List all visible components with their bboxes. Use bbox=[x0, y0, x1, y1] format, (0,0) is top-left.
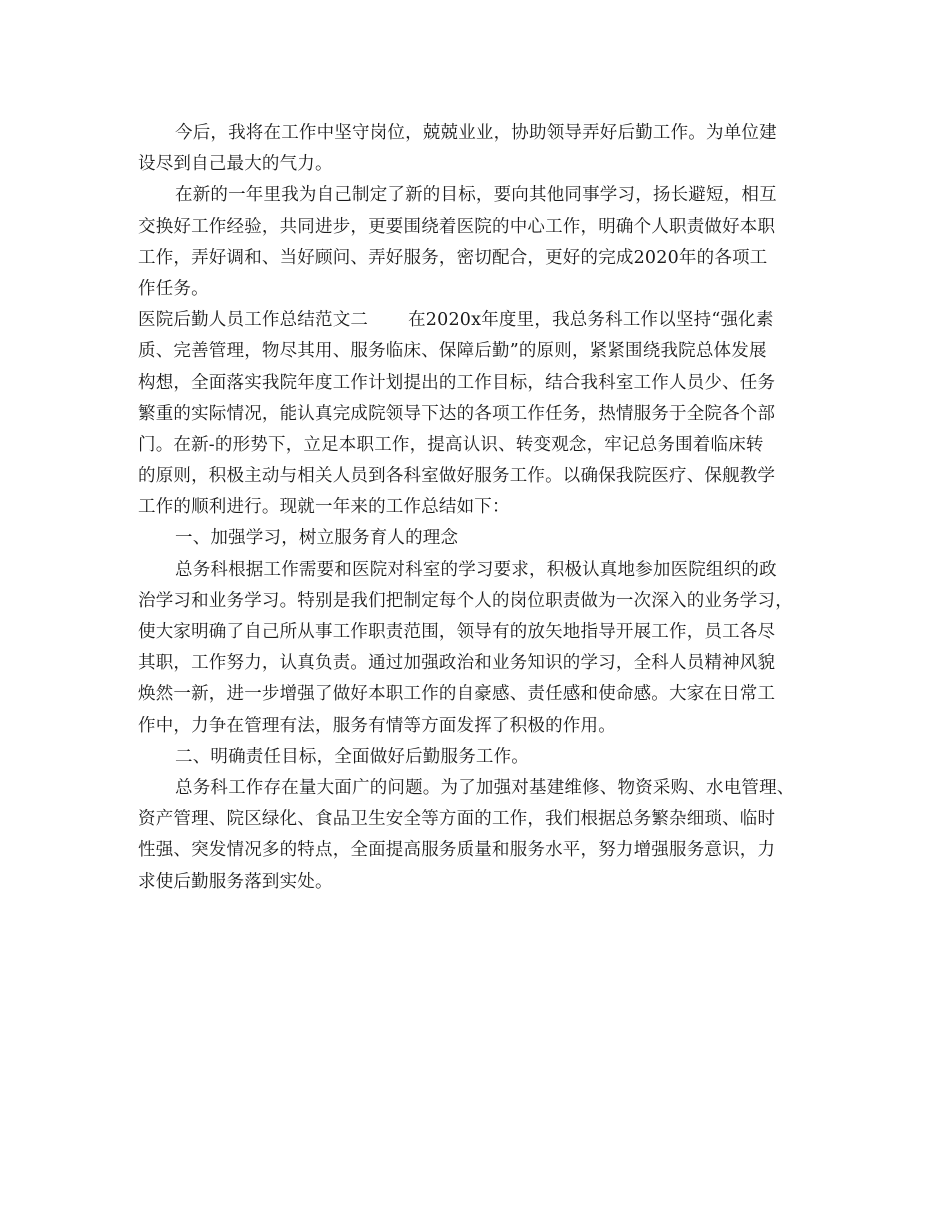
text-line: 构想，全面落实我院年度工作计划提出的工作目标，结合我科室工作人员少、任务 bbox=[138, 372, 776, 393]
heading-line: 一、加强学习，树立服务育人的理念 bbox=[175, 528, 459, 549]
text-line: 工作，弄好调和、当好顾问、弄好服务，密切配合，更好的完成2020年的各项工 bbox=[138, 247, 768, 268]
text-line: 交换好工作经验，共同进步，更要围绕着医院的中心工作，明确个人职责做好本职 bbox=[138, 216, 776, 237]
text-line: 焕然一新，进一步增强了做好本职工作的自豪感、责任感和使命感。大家在日常工 bbox=[138, 684, 776, 705]
document-body bbox=[138, 118, 810, 898]
text-line: 设尽到自己最大的气力。 bbox=[138, 154, 333, 175]
text-line: 今后，我将在工作中坚守岗位，兢兢业业，协助领导弄好后勤工作。为单位建 bbox=[175, 123, 777, 143]
text-line: 工作的顺利进行。现就一年来的工作总结如下： bbox=[138, 497, 510, 518]
text-line: 治学习和业务学习。特别是我们把制定每个人的岗位职责做为一次深入的业务学习， bbox=[138, 590, 793, 611]
text-line: 总务科根据工作需要和医院对科室的学习要求，积极认真地参加医院组织的政 bbox=[175, 559, 777, 580]
text-line-continuation: 在2020x年度里，我总务科工作以坚持“强化素 bbox=[408, 310, 774, 331]
text-line: 作中，力争在管理有法，服务有情等方面发挥了积极的作用。 bbox=[138, 715, 616, 736]
text-line: 总务科工作存在量大面广的问题。为了加强对基建维修、物资采购、水电管理、 bbox=[175, 777, 795, 798]
text-line: 作任务。 bbox=[138, 278, 209, 299]
article-title: 医院后勤人员工作总结范文二 bbox=[138, 310, 369, 331]
heading-line: 二、明确责任目标，全面做好后勤服务工作。 bbox=[175, 746, 529, 767]
text-line: 使大家明确了自己所从事工作职责范围，领导有的放矢地指导开展工作，员工各尽 bbox=[138, 622, 776, 642]
text-line: 资产管理、院区绿化、食品卫生安全等方面的工作，我们根据总务繁杂细琐、临时 bbox=[138, 809, 776, 830]
text-line: 在新的一年里我为自己制定了新的目标，要向其他同事学习，扬长避短，相互 bbox=[175, 185, 777, 206]
section-title-line bbox=[138, 305, 810, 336]
text-line: 门。在新-的形势下，立足本职工作，提高认识、转变观念，牢记总务围着临床转 bbox=[138, 434, 764, 455]
text-line: 求使后勤服务落到实处。 bbox=[138, 871, 333, 892]
text-line: 质、完善管理，物尽其用、服务临床、保障后勤”的原则，紧紧围绕我院总体发展 bbox=[138, 341, 767, 362]
text-line: 繁重的实际情况，能认真完成院领导下达的各项工作任务，热情服务于全院各个部 bbox=[138, 403, 776, 424]
text-line: 其职，工作努力，认真负责。通过加强政治和业务知识的学习，全科人员精神风貌 bbox=[138, 653, 776, 674]
text-line: 性强、突发情况多的特点，全面提高服务质量和服务水平，努力增强服务意识，力 bbox=[138, 840, 776, 861]
text-line: 的原则，积极主动与相关人员到各科室做好服务工作。以确保我院医疗、保舰教学 bbox=[138, 466, 776, 487]
